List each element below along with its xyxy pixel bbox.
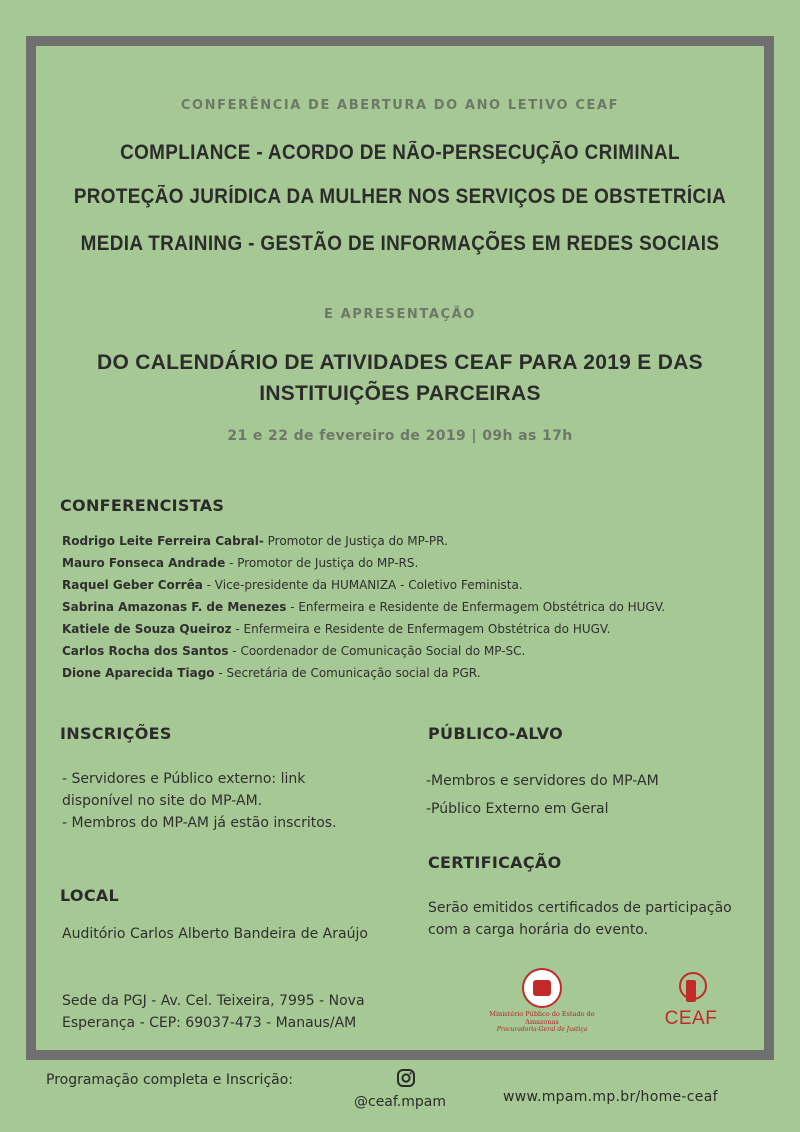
speaker-role: - Coordenador de Comunicação Social do MP-SC.: [228, 644, 526, 658]
speaker-item: [62, 577, 762, 599]
speaker-item: [62, 621, 762, 643]
calendar-title: DO CALENDÁRIO DE ATIVIDADES CEAF PARA 2019 E DAS INSTITUIÇÕES PARCEIRAS: [97, 351, 703, 405]
mp-am-logo: [472, 968, 612, 1033]
speaker-role: - Secretária de Comunicação social da PGR.: [214, 666, 481, 680]
speaker-name: Mauro Fonseca Andrade: [62, 556, 226, 570]
speaker-name: Rodrigo Leite Ferreira Cabral-: [62, 534, 264, 548]
local-venue: Auditório Carlos Alberto Bandeira de Araújo: [62, 926, 368, 942]
speaker-role: - Vice-presidente da HUMANIZA - Coletivo Feminista.: [202, 578, 523, 592]
publico-alvo-title: PÚBLICO-ALVO: [428, 724, 564, 743]
inscricoes-title: INSCRIÇÕES: [60, 724, 172, 743]
website-link[interactable]: www.mpam.mp.br/home-ceaf: [503, 1089, 718, 1105]
instagram-icon[interactable]: [396, 1068, 416, 1088]
local-address: Sede da PGJ - Av. Cel. Teixeira, 7995 - Nova Esperança - CEP: 69037-473 - Manaus/AM: [62, 993, 365, 1031]
headline-media-training: MEDIA TRAINING - GESTÃO DE INFORMAÇÕES EM REDES SOCIAIS: [80, 232, 720, 255]
speaker-name: Raquel Geber Corrêa: [62, 578, 203, 592]
inscricoes-text: [62, 768, 362, 834]
speaker-name: Carlos Rocha dos Santos: [62, 644, 229, 658]
publico-line: -Membros e servidores do MP-AM: [426, 773, 659, 789]
ceaf-emblem-icon: [676, 970, 706, 1006]
headline-protecao: PROTEÇÃO JURÍDICA DA MULHER NOS SERVIÇOS DE OBSTETRÍCIA: [73, 185, 727, 208]
certificacao-text: Serão emitidos certificados de participação com a carga horária do evento.: [428, 900, 732, 938]
speaker-role: - Promotor de Justiça do MP-RS.: [225, 556, 419, 570]
speaker-item: [62, 643, 762, 665]
speaker-item: [62, 599, 762, 621]
inscricoes-line: - Servidores e Público externo: link disponível no site do MP-AM.: [62, 771, 306, 809]
speaker-item: [62, 665, 762, 687]
speaker-name: Katiele de Souza Queiroz: [62, 622, 232, 636]
ceaf-logo-name: CEAF: [664, 1008, 718, 1029]
mp-logo-subtitle: Procuradoria-Geral de Justiça: [496, 1026, 588, 1033]
speaker-item: [62, 555, 762, 577]
headline-compliance: COMPLIANCE - ACORDO DE NÃO-PERSECUÇÃO CRIMINAL: [120, 141, 680, 164]
speaker-role: Promotor de Justiça do MP-PR.: [263, 534, 448, 548]
speaker-role: - Enfermeira e Residente de Enfermagem Obstétrica do HUGV.: [286, 600, 666, 614]
programacao-text: Programação completa e Inscrição:: [46, 1072, 294, 1088]
publico-alvo-text: [426, 767, 746, 823]
instagram-handle[interactable]: @ceaf.mpam: [354, 1094, 446, 1110]
speakers-list: [62, 533, 762, 687]
local-title: LOCAL: [60, 886, 120, 905]
speaker-role: - Enfermeira e Residente de Enfermagem Obstétrica do HUGV.: [231, 622, 611, 636]
speaker-item: [62, 533, 762, 555]
speaker-name: Dione Aparecida Tiago: [62, 666, 215, 680]
certificacao-title: CERTIFICAÇÃO: [428, 853, 562, 872]
mp-seal-icon: [522, 968, 562, 1008]
inscricoes-line: - Membros do MP-AM já estão inscritos.: [62, 815, 337, 831]
publico-line: -Público Externo em Geral: [426, 801, 609, 817]
e-apresentacao-label: E APRESENTAÇÃO: [324, 307, 476, 322]
pre-title: CONFERÊNCIA DE ABERTURA DO ANO LETIVO CEAF: [180, 98, 620, 113]
ceaf-logo: [656, 970, 726, 1030]
speaker-name: Sabrina Amazonas F. de Menezes: [62, 600, 287, 614]
conferencistas-title: CONFERENCISTAS: [60, 496, 225, 515]
event-date: 21 e 22 de fevereiro de 2019 | 09h as 17h: [227, 428, 573, 444]
mp-logo-name: Ministério Público do Estado do Amazonas: [489, 1010, 595, 1026]
